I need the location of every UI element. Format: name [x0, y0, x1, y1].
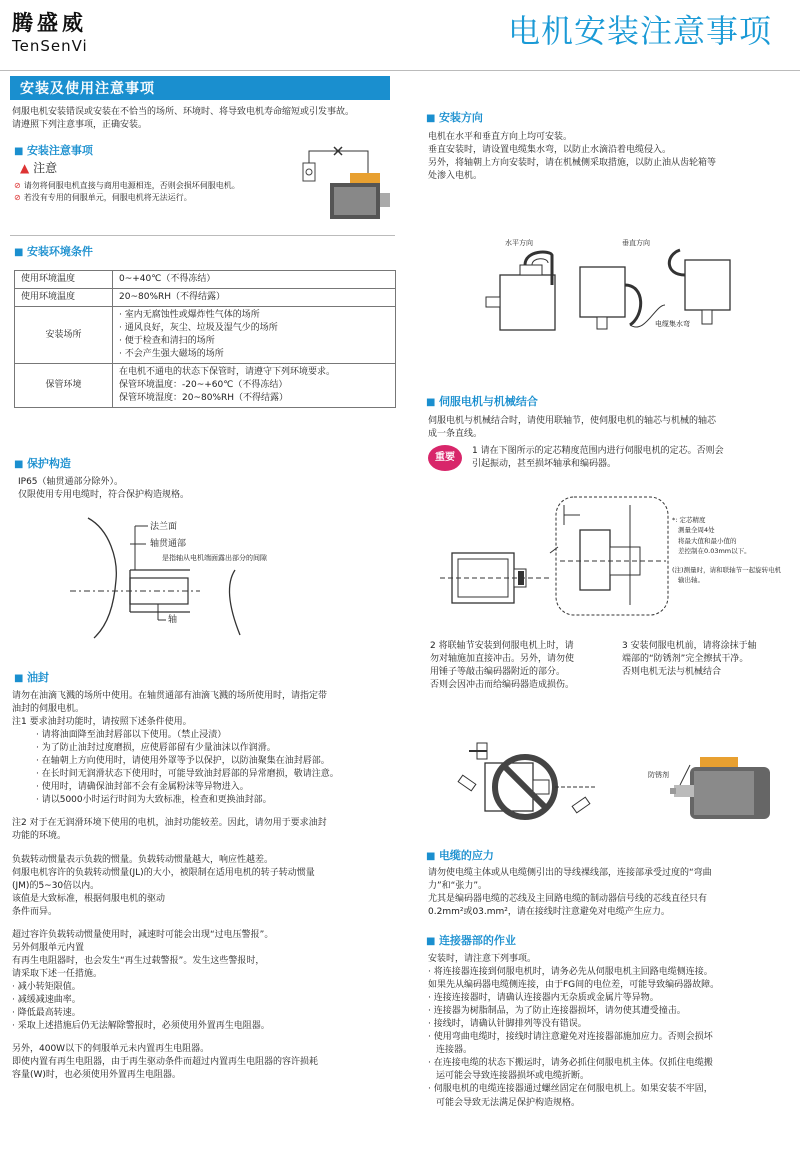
table-cell-key: 使用环境温度: [15, 271, 113, 289]
intro-text: [12, 106, 397, 132]
oil-body: 请勿在油滴飞溅的场所中使用。在轴贯通部有油滴飞溅的场所使用时，请指定带 油封的伺服电机。 注1 要求油封功能时，请按照下述条件使用。 · 请将油面降至油封唇部以下使用。（禁止浸渍） · 为了防止油封过度磨损，应使唇部留有少量油沫以作润滑。 · 在轴朝上方向使用时，请使用外罩等予以保护，以防油聚集在油封唇部。 · 在长时间无润滑状态下使用时，可能导致油封唇部的异常磨损，敬请注意。 · 使用时，请确保油封部不会有金属粉沫等异物进入。 · 请以5000小时运行时间为大致标准，检查和更换油封部。 注2 对于在无润滑环境下使用的电机，油封功能较差。因此，请勿用于要求油封 功能的环境。 负载转动惯量表示负载的惯量。负载转动惯量越大，响应性越差。 伺服电机容许的负载转动惯量(JL)的大小，被限制在适用电机的转子转动惯量 (JM)的5~30倍以内。 该值是大致标准，根据伺服电机的驱动 条件而异。 超过容许负载转动惯量使用时，减速时可能会出现“过电压警报”。 另外伺服单元内置 有再生电阻器时，也会发生“再生过载警报”。发生这些警报时， 请采取下述一任措施。 · 减小转矩限值。 · 减缓减速曲率。 · 降低最高转速。 · 采取上述措施后仍无法解除警报时，必须使用外置再生电阻器。 另外，400W以下的伺服单元未内置再生电阻器。 即使内置有再生电阻器，由于再生驱动条件而超过内置再生电阻器的容许损耗 容量(W)时，也必须使用外置再生电阻器。: [12, 690, 402, 1082]
list-item: · 伺服电机的电缆连接器通过螺丝固定在伺服电机上。如果安装不牢固，: [428, 1084, 713, 1095]
list-item: · 为了防止油封过度磨损，应使唇部留有少量油沫以作润滑。: [36, 743, 276, 754]
header-divider: [0, 70, 800, 71]
coupling-text: 伺服电机与机械结合时，请使用联轴节，使伺服电机的轴芯与机械的轴芯 成一条直线。: [428, 416, 717, 440]
intro-line: 请遵照下列注意事项，正确安装。: [12, 120, 148, 131]
warning-icon: ▲: [20, 161, 30, 175]
table-cell-key: 安装场所: [15, 307, 113, 364]
section-divider: [10, 235, 395, 236]
list-item: · 使用弯曲电缆时，接线时请注意避免对连接器部施加应力。否则会损坏: [428, 1032, 713, 1043]
table-cell-value: 0~+40℃（不得冻结）: [113, 271, 396, 289]
table-row: [15, 271, 396, 289]
table-cell-value: · 室内无腐蚀性或爆炸性气体的场所 · 通风良好，灰尘、垃圾及湿气少的场所 · 便于检查和清扫的场所 · 不会产生强大磁场的场所: [113, 307, 396, 364]
connector-heading: ■ 连接器部的作业: [426, 933, 516, 950]
list-item: · 请以5000小时运行时间为大致标准，检查和更换油封部。: [36, 795, 272, 806]
table-row: [15, 307, 396, 364]
label-flange: 法兰面: [150, 522, 178, 532]
mounting-direction-diagram: [480, 245, 760, 345]
motor-outlet-illustration: [290, 145, 395, 225]
caution-item: ⊘ 请勿将伺服电机直接与商用电源相连，否则会损坏伺服电机。: [14, 181, 240, 190]
brand-name-en: TenSenVi: [12, 37, 88, 55]
table-cell-value: 20~80%RH（不得结露）: [113, 289, 396, 307]
shaft-diagram: [70, 510, 390, 645]
cable-heading: ■ 电缆的应力: [426, 848, 494, 865]
oil-heading: ■ 油封: [14, 670, 49, 687]
intro-line: 伺服电机安装错误或安装在不恰当的场所、环境时、将导致电机寿命缩短或引发事故。: [12, 107, 355, 117]
page-title: 电机安装注意事项: [507, 12, 772, 50]
caution-list: [14, 180, 284, 203]
label-drip-loop: 电缆集水弯: [655, 320, 690, 328]
label-rust-inhibitor: 防锈剂: [648, 771, 669, 779]
connector-text: 安装时，请注意下列事项。 · 将连接器连接到伺服电机时，请务必先从伺服电机主回路电缆侧连接。 如果先从编码器电缆侧连接，由于FG间的电位差，可能导致编码器故障。 · 连接连接器时，请确认连接器内无杂质或金属片等异物。 · 连接器为树脂制品，为了防止连接器损坏，请勿使其遭受撞击。 · 接线时，请确认针脚排列等没有错误。 · 使用弯曲电缆时，接线时请注意避免对连接器部施加应力。否则会损坏 连接器。 · 在连接电缆的状态下搬运时，请务必抓住伺服电机主体。仅抓住电缆搬 运可能会导致连接器损坏或电缆折断。 · 伺服电机的电缆连接器通过螺丝固定在伺服电机上。如果安装不牢固， 可能会导致无法满足保护构造规格。: [428, 953, 793, 1110]
direction-heading: ■ 安装方向: [426, 110, 483, 127]
list-item: · 在连接电缆的状态下搬运时，请务必抓住伺服电机主体。仅抓住电缆搬: [428, 1058, 713, 1069]
list-item: · 使用时，请确保油封部不会有金属粉沫等异物进入。: [36, 782, 249, 793]
caution-item: ⊘ 若没有专用的伺服单元，伺服电机将无法运行。: [14, 192, 192, 202]
coupling-note-3: 3 安装伺服电机前，请将涂抹于轴 端部的“防锈剂”完全擦拭干净。 否则电机无法与机械结合: [622, 641, 757, 678]
protect-heading: ■ 保护构造: [14, 456, 71, 473]
list-item: · 连接器为树脂制品，为了防止连接器损坏，请勿使其遭受撞击。: [428, 1006, 686, 1017]
section-banner: 安装及使用注意事项: [10, 76, 390, 100]
alignment-notes: *: 定芯精度 测量全周4处 将最大值和最小值的 差控制在0.03mm以下。 (注)测量时，请和联轴节一起旋转电机 输出轴。: [672, 516, 782, 584]
list-item: · 将连接器连接到伺服电机时，请务必先从伺服电机主回路电缆侧连接。: [428, 967, 713, 978]
label-shaft: 轴: [168, 615, 178, 625]
direction-text: 电机在水平和垂直方向上均可安装。 垂直安装时，请设置电缆集水弯，以防止水滴沿着电缆侵入。 另外，将轴朝上方向安装时，请在机械侧采取措施，以防止油从齿轮箱等 处渗入电机。: [428, 132, 717, 182]
coupling-note-1: 1 请在下图所示的定芯精度范围内进行伺服电机的定芯。否则会 引起振动，甚至损坏轴承和编码器。: [472, 446, 724, 470]
table-row: [15, 364, 396, 408]
list-item: · 连接连接器时，请确认连接器内无杂质或金属片等异物。: [428, 993, 659, 1004]
label-vertical: 垂直方向: [622, 239, 650, 247]
alert-icon: ⊘: [14, 181, 21, 190]
table-row: [15, 289, 396, 307]
label-gap: 是指轴从电机端面露出部分的间隙: [162, 554, 267, 562]
caution-label: ▲ 注意: [20, 161, 58, 175]
env-heading: ■ 安装环境条件: [14, 244, 93, 261]
list-item: · 在轴朝上方向使用时，请使用外罩等予以保护，以防油聚集在油封唇部。: [36, 756, 330, 767]
important-badge: 重要: [428, 445, 462, 471]
label-shaft-through: 轴贯通部: [150, 539, 187, 549]
no-hammer-illustration: [455, 735, 605, 830]
list-item: · 请将油面降至油封唇部以下使用。（禁止浸渍）: [36, 730, 227, 741]
label-horizontal: 水平方向: [505, 239, 533, 247]
table-cell-key: 使用环境温度: [15, 289, 113, 307]
brand-name-cn: 腾盛威: [12, 11, 87, 35]
alert-icon: ⊘: [14, 192, 21, 202]
coupling-heading: ■ 伺服电机与机械结合: [426, 394, 538, 411]
list-item: · 在长时间无润滑状态下使用时，可能导致油封唇部的异常磨损，敬请注意。: [36, 769, 339, 780]
coupling-note-2: 2 将联轴节安装到伺服电机上时，请 勿对轴施加直接冲击。另外，请勿使 用锤子等敲击编码器附近的部分。 否则会因冲击而给编码器造成损伤。: [430, 641, 575, 691]
list-item: · 接线时，请确认针脚排列等没有错误。: [428, 1019, 587, 1030]
motor-photo: [670, 745, 790, 825]
table-cell-key: 保管环境: [15, 364, 113, 408]
protect-text: IP65（轴贯通部分除外）。 仅限使用专用电缆时，符合保护构造规格。: [18, 477, 190, 501]
cable-text: 请勿使电缆主体或从电缆侧引出的导线裸线部，连接部承受过度的“弯曲 力”和“张力”。 尤其是编码器电缆的芯线及主回路电缆的制动器信号线的芯线直径只有 0.2mm²或03.mm²，请在接线时注意避免对电缆产生应力。: [428, 868, 712, 918]
caution-heading: ■ 安装注意事项: [14, 143, 93, 160]
env-table: [14, 270, 396, 408]
table-cell-value: 在电机不通电的状态下保管时，请遵守下列环境要求。 保管环境温度：-20~+60℃（不得冻结） 保管环境湿度：20~80%RH（不得结露）: [113, 364, 396, 408]
